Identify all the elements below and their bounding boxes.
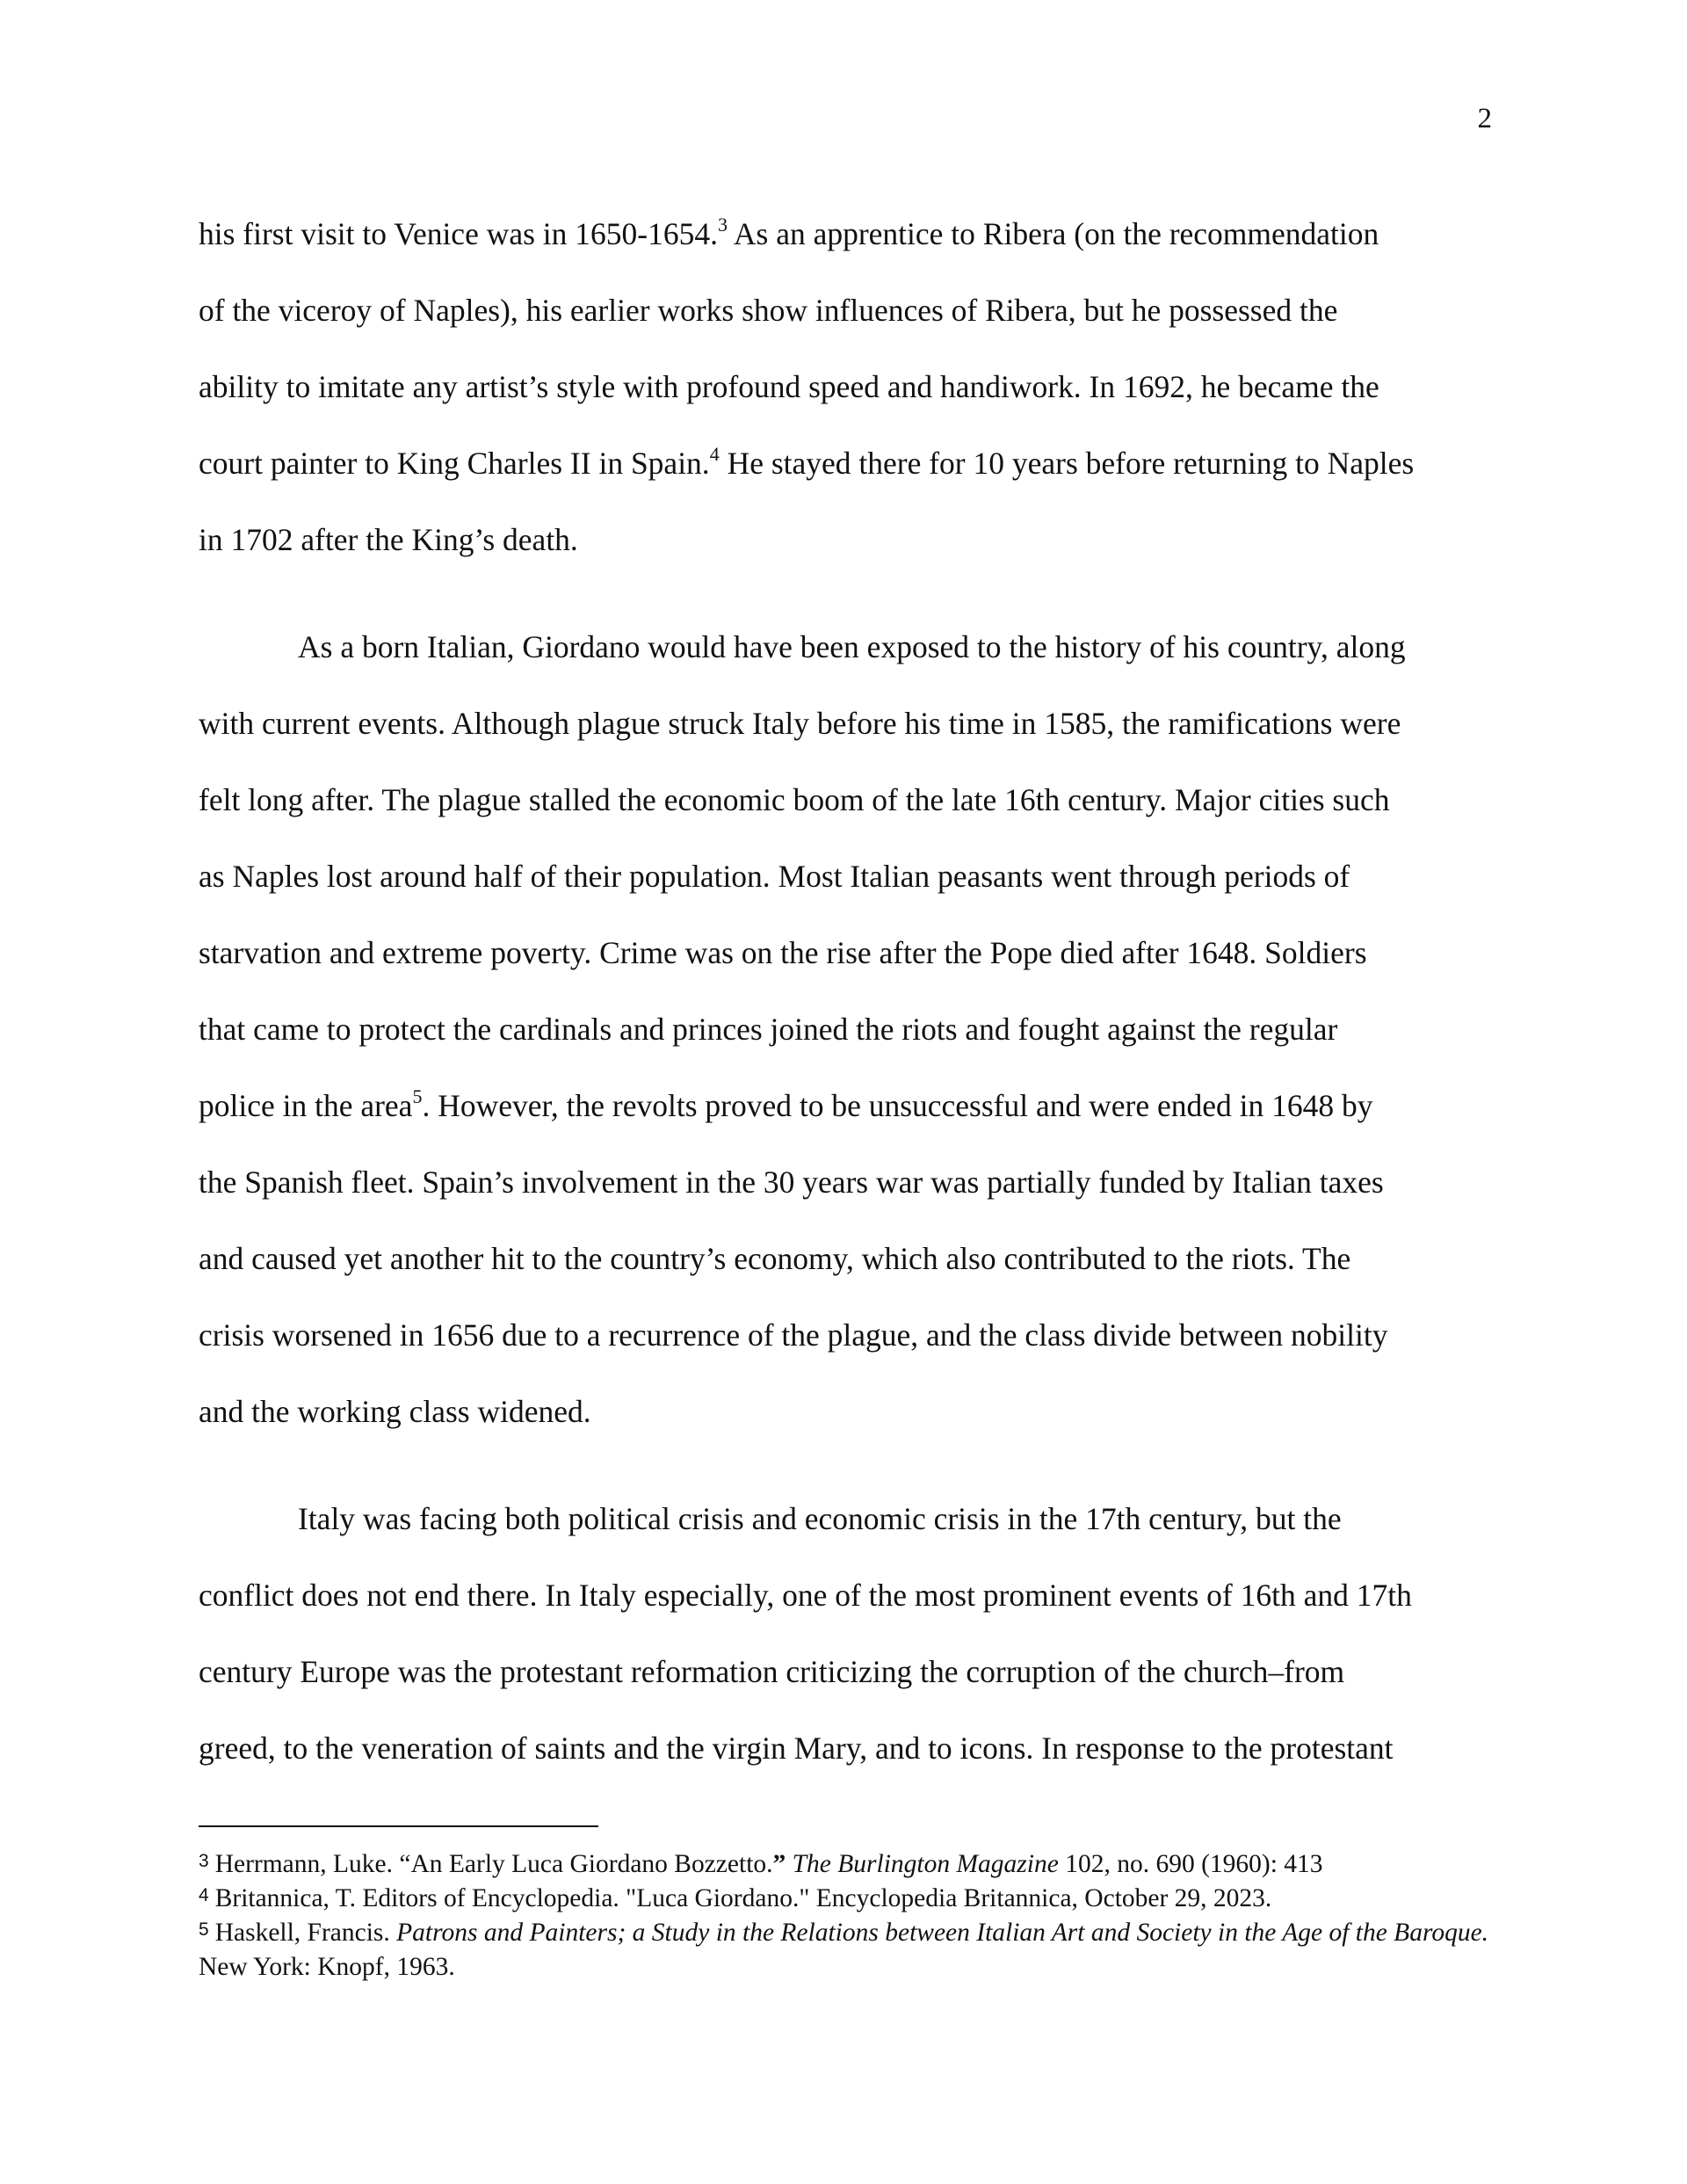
paragraph (199, 1481, 1490, 1787)
footnote-ref[interactable]: 4 (709, 443, 720, 466)
footnote-ref[interactable]: 3 (717, 214, 728, 236)
footnote-number: 3 (199, 1851, 209, 1871)
text-line: and caused yet another hit to the country’s economy, which also contributed to the riots. The (199, 1241, 1351, 1276)
footnote-number: 5 (199, 1919, 209, 1940)
text-line: ability to imitate any artist’s style with profound speed and handiwork. In 1692, he became the (199, 369, 1379, 404)
text-line: that came to protect the cardinals and princes joined the riots and fought against the regular (199, 1012, 1338, 1047)
footnote-number: 4 (199, 1885, 209, 1905)
text-line: Italy was facing both political crisis and economic crisis in the 17th century, but the (298, 1501, 1342, 1536)
paragraph (199, 196, 1490, 578)
footnote-5: $^5$ Haskell, Francis. Patrons and Painters; a Study in the Relations between Italian Art and Society in the Age of the Baroque. New York: Knopf, 1963. (199, 1919, 1489, 1981)
text-line: crisis worsened in 1656 due to a recurrence of the plague, and the class divide between nobility (199, 1317, 1388, 1353)
page-number: 2 (1477, 103, 1492, 134)
body-text (199, 196, 1490, 1818)
text-line: conflict does not end there. In Italy especially, one of the most prominent events of 16th and 17th (199, 1578, 1412, 1613)
text-line: greed, to the veneration of saints and the virgin Mary, and to icons. In response to the protestant (199, 1731, 1394, 1766)
footnote-ref[interactable]: 5 (412, 1085, 423, 1108)
paragraph (199, 609, 1490, 1450)
text-line: and the working class widened. (199, 1394, 591, 1429)
text-line: with current events. Although plague struck Italy before his time in 1585, the ramifications were (199, 706, 1401, 741)
footnote-4: $^4$ Britannica, T. Editors of Encyclopedia. "Luca Giordano." Encyclopedia Britannica, October 29, 2023. (199, 1884, 1272, 1912)
text-line: As a born Italian, Giordano would have been exposed to the history of his country, along (298, 629, 1406, 664)
text-line: starvation and extreme poverty. Crime was on the rise after the Pope died after 1648. Soldiers (199, 935, 1367, 970)
footnotes (199, 1848, 1490, 1984)
journal-title: The Burlington Magazine (792, 1850, 1059, 1878)
text-line: of the viceroy of Naples), his earlier works show influences of Ribera, but he possessed the (199, 293, 1338, 328)
footnote-separator (199, 1825, 598, 1827)
text-line: police in the area$^5$. However, the revolts proved to be unsuccessful and were ended in 1648 by (199, 1085, 1373, 1123)
text-line: as Naples lost around half of their population. Most Italian peasants went through periods of (199, 859, 1350, 894)
text-line: court painter to King Charles II in Spain.$^4$ He stayed there for 10 years before returning to Naples (199, 443, 1415, 481)
text-line: in 1702 after the King’s death. (199, 522, 578, 557)
footnote-3: $^3$ Herrmann, Luke. “An Early Luca Giordano Bozzetto.” The Burlington Magazine 102, no. 690 (1960): 413 (199, 1850, 1323, 1878)
text-line: century Europe was the protestant reformation criticizing the corruption of the church–from (199, 1654, 1345, 1689)
book-title: Patrons and Painters; a Study in the Relations between Italian Art and Society in the Age of the Baroque. (396, 1919, 1489, 1947)
text-line: felt long after. The plague stalled the economic boom of the late 16th century. Major cities such (199, 782, 1390, 817)
text-line: his first visit to Venice was in 1650-1654.$^3$ As an apprentice to Ribera (on the recommendation (199, 214, 1379, 251)
text-line: the Spanish fleet. Spain’s involvement in the 30 years war was partially funded by Italian taxes (199, 1165, 1384, 1200)
